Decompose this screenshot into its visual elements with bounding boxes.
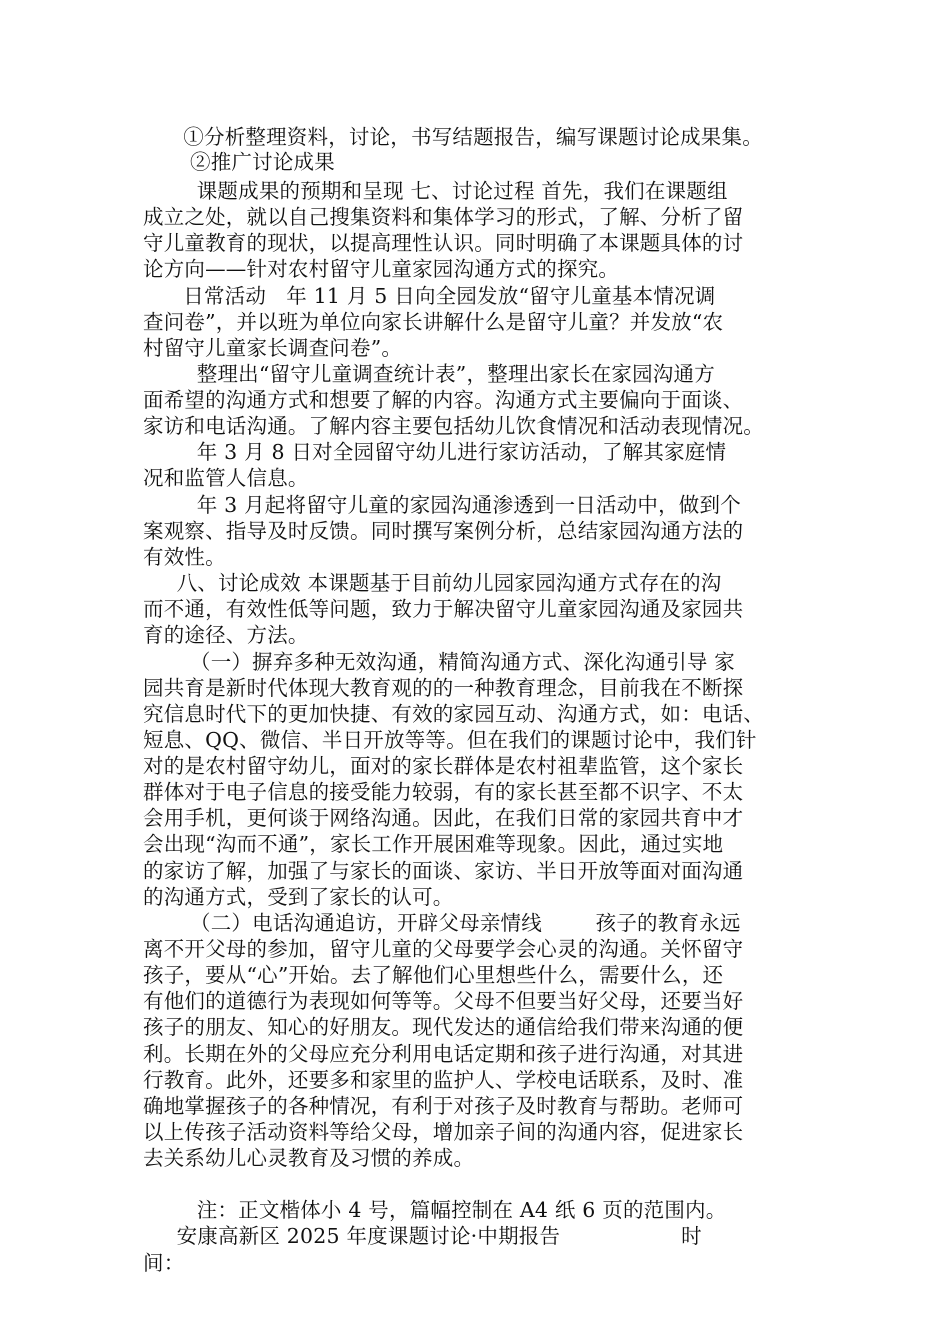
text-line: 短息、QQ、微信、半日开放等等。但在我们的课题讨论中，我们针 bbox=[143, 728, 757, 752]
text-line: 离不开父母的参加，留守儿童的父母要学会心灵的沟通。关怀留守 bbox=[143, 937, 744, 961]
text-line: 群体对于电子信息的接受能力较弱，有的家长甚至都不识字、不太 bbox=[143, 780, 744, 804]
text-line: 面希望的沟通方式和想要了解的内容。沟通方式主要偏向于面谈、 bbox=[143, 388, 744, 412]
text-line: 的家访了解，加强了与家长的面谈、家访、半日开放等面对面沟通 bbox=[143, 859, 744, 883]
text-line: ①分析整理资料，讨论，书写结题报告，编写课题讨论成果集。 bbox=[143, 125, 763, 149]
text-line: 课题成果的预期和呈现 七、讨论过程 首先，我们在课题组 bbox=[143, 179, 728, 203]
text-line: 查问卷”，并以班为单位向家长讲解什么是留守儿童？并发放“农 bbox=[143, 310, 724, 334]
text-line: 的沟通方式，受到了家长的认可。 bbox=[143, 885, 454, 909]
text-line: 守儿童教育的现状，以提高理性认识。同时明确了本课题具体的讨 bbox=[143, 231, 744, 255]
text-line: （一）摒弃多种无效沟通，精简沟通方式、深化沟通引导 家 bbox=[143, 650, 735, 674]
text-line: 安康高新区 2025 年度课题讨论·中期报告 时 bbox=[143, 1224, 702, 1248]
text-line: 家访和电话沟通。了解内容主要包括幼儿饮食情况和活动表现情况。 bbox=[143, 414, 764, 438]
text-line: 孩子的朋友、知心的好朋友。现代发达的通信给我们带来沟通的便 bbox=[143, 1015, 744, 1039]
text-line: 年 3 月起将留守儿童的家园沟通渗透到一日活动中，做到个 bbox=[143, 493, 741, 517]
text-line: 孩子，要从“心”开始。去了解他们心里想些什么，需要什么，还 bbox=[143, 963, 724, 987]
text-line: 对的是农村留守幼儿，面对的家长群体是农村祖辈监管，这个家长 bbox=[143, 754, 744, 778]
text-line: 注：正文楷体小 4 号，篇幅控制在 A4 纸 6 页的范围内。 bbox=[143, 1198, 727, 1222]
text-line: 有他们的道德行为表现如何等等。父母不但要当好父母，还要当好 bbox=[143, 989, 744, 1013]
text-line: 有效性。 bbox=[143, 545, 226, 569]
text-line: 育的途径、方法。 bbox=[143, 623, 309, 647]
text-line: 日常活动 年 11 月 5 日向全园发放“留守儿童基本情况调 bbox=[143, 284, 716, 308]
text-line: 会用手机，更何谈于网络沟通。因此，在我们日常的家园共育中才 bbox=[143, 806, 744, 830]
text-line: 去关系幼儿心灵教育及习惯的养成。 bbox=[143, 1146, 475, 1170]
text-line: 间： bbox=[143, 1251, 185, 1275]
text-line: 会出现“沟而不通”，家长工作开展困难等现象。因此，通过实地 bbox=[143, 832, 724, 856]
text-line: 确地掌握孩子的各种情况，有利于对孩子及时教育与帮助。老师可 bbox=[143, 1094, 744, 1118]
text-line: 整理出“留守儿童调查统计表”，整理出家长在家园沟通方 bbox=[143, 362, 715, 386]
text-line: 而不通，有效性低等问题，致力于解决留守儿童家园沟通及家园共 bbox=[143, 597, 744, 621]
text-line: 案观察、指导及时反馈。同时撰写案例分析，总结家园沟通方法的 bbox=[143, 519, 744, 543]
text-line: 论方向——针对农村留守儿童家园沟通方式的探究。 bbox=[143, 257, 620, 281]
text-line: 年 3 月 8 日对全园留守幼儿进行家访活动，了解其家庭情 bbox=[143, 440, 727, 464]
text-line: ②推广讨论成果 bbox=[143, 150, 335, 174]
text-line: 行教育。此外，还要多和家里的监护人、学校电话联系，及时、准 bbox=[143, 1068, 744, 1092]
text-line: 利。长期在外的父母应充分利用电话定期和孩子进行沟通，对其进 bbox=[143, 1042, 744, 1066]
text-line: 成立之处，就以自己搜集资料和集体学习的形式，了解、分析了留 bbox=[143, 205, 744, 229]
text-line: 园共育是新时代体现大教育观的的一种教育理念，目前我在不断探 bbox=[143, 676, 744, 700]
text-line: 村留守儿童家长调查问卷”。 bbox=[143, 336, 403, 360]
text-line: 究信息时代下的更加快捷、有效的家园互动、沟通方式，如：电话、 bbox=[143, 702, 764, 726]
text-line: 八、讨论成效 本课题基于目前幼儿园家园沟通方式存在的沟 bbox=[143, 571, 722, 595]
text-line: 况和监管人信息。 bbox=[143, 466, 309, 490]
text-line: （二）电话沟通追访，开辟父母亲情线 孩子的教育永远 bbox=[143, 911, 741, 935]
text-line: 以上传孩子活动资料等给父母，增加亲子间的沟通内容，促进家长 bbox=[143, 1120, 744, 1144]
